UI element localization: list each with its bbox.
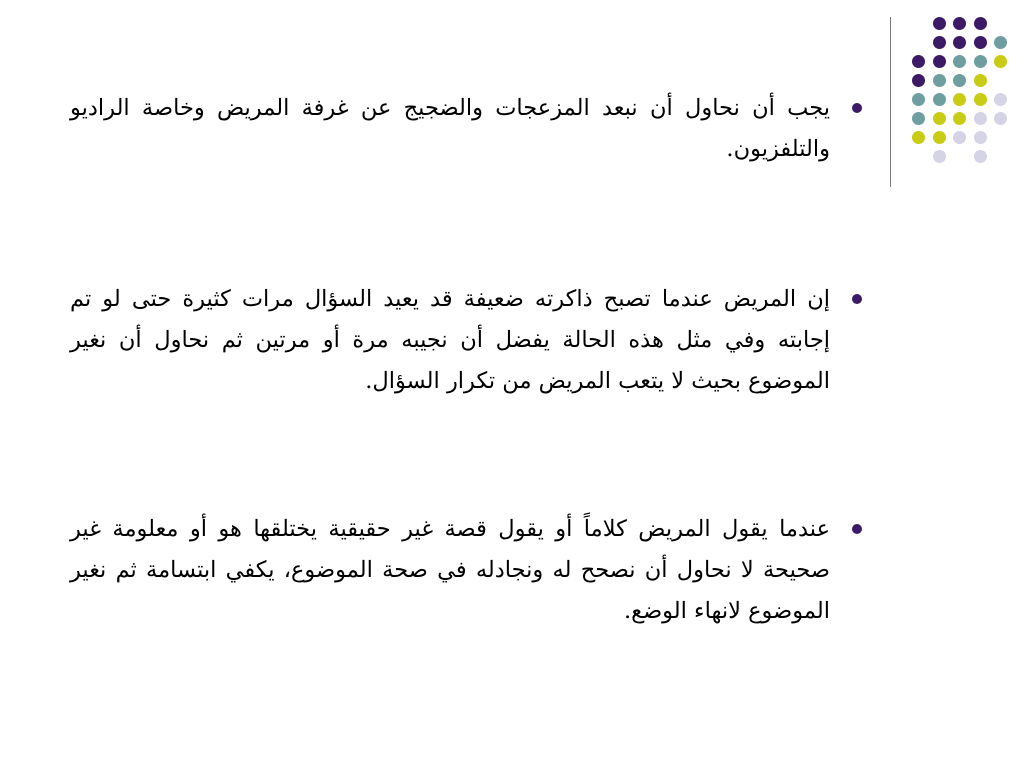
- decorative-dot: [953, 93, 966, 106]
- bullet-dot-icon: [852, 524, 862, 534]
- decorative-dot: [974, 112, 987, 125]
- decorative-dot: [974, 17, 987, 30]
- bullet-item: [70, 88, 870, 170]
- decorative-dot: [912, 131, 925, 144]
- decorative-dot: [933, 93, 946, 106]
- decorative-dot: [933, 17, 946, 30]
- decorative-dot: [994, 93, 1007, 106]
- bullet-list: [50, 0, 870, 768]
- decorative-dot: [953, 112, 966, 125]
- bullet-dot-icon: [852, 294, 862, 304]
- decorative-dot: [974, 93, 987, 106]
- decorative-dot: [974, 131, 987, 144]
- decorative-dot: [974, 74, 987, 87]
- decorative-dot: [974, 36, 987, 49]
- decorative-dot: [933, 112, 946, 125]
- decorative-dot: [974, 150, 987, 163]
- decorative-dot: [933, 131, 946, 144]
- bullet-dot-icon: [852, 103, 862, 113]
- decorative-dot: [974, 55, 987, 68]
- decorative-dot: [994, 36, 1007, 49]
- bullet-text: عندما يقول المريض كلاماً أو يقول قصة غير حقيقية يختلقها هو أو معلومة غير صحيحة لا نحاول أن نصحح له ونجادله في صحة الموضوع، يكفي ابتسامة ثم نغير الموضوع لانهاء الوضع.: [70, 516, 830, 624]
- decorative-dot: [953, 36, 966, 49]
- decorative-dot: [933, 36, 946, 49]
- decorative-dot: [912, 112, 925, 125]
- decorative-dot: [912, 93, 925, 106]
- decorative-dot: [953, 17, 966, 30]
- bullet-text: يجب أن نحاول أن نبعد المزعجات والضجيج عن غرفة المريض وخاصة الراديو والتلفزيون.: [70, 95, 830, 162]
- decorative-dot: [994, 112, 1007, 125]
- vertical-divider-line: [890, 17, 891, 187]
- decorative-dot: [912, 55, 925, 68]
- bullet-item: [70, 279, 870, 402]
- decorative-dot: [994, 55, 1007, 68]
- decorative-dot: [912, 74, 925, 87]
- decorative-dot-grid: [910, 15, 1000, 165]
- decorative-dot: [953, 74, 966, 87]
- decorative-dot: [933, 74, 946, 87]
- decorative-dot: [953, 55, 966, 68]
- decorative-dot: [933, 55, 946, 68]
- bullet-item: [70, 509, 870, 632]
- decorative-dot: [933, 150, 946, 163]
- bullet-text: إن المريض عندما تصبح ذاكرته ضعيفة قد يعيد السؤال مرات كثيرة حتى لو تم إجابته وفي مثل هذه الحالة يفضل أن نجيبه مرة أو مرتين ثم نحاول أن نغير الموضوع بحيث لا يتعب المريض من تكرار السؤال.: [70, 286, 830, 394]
- decorative-dot: [953, 131, 966, 144]
